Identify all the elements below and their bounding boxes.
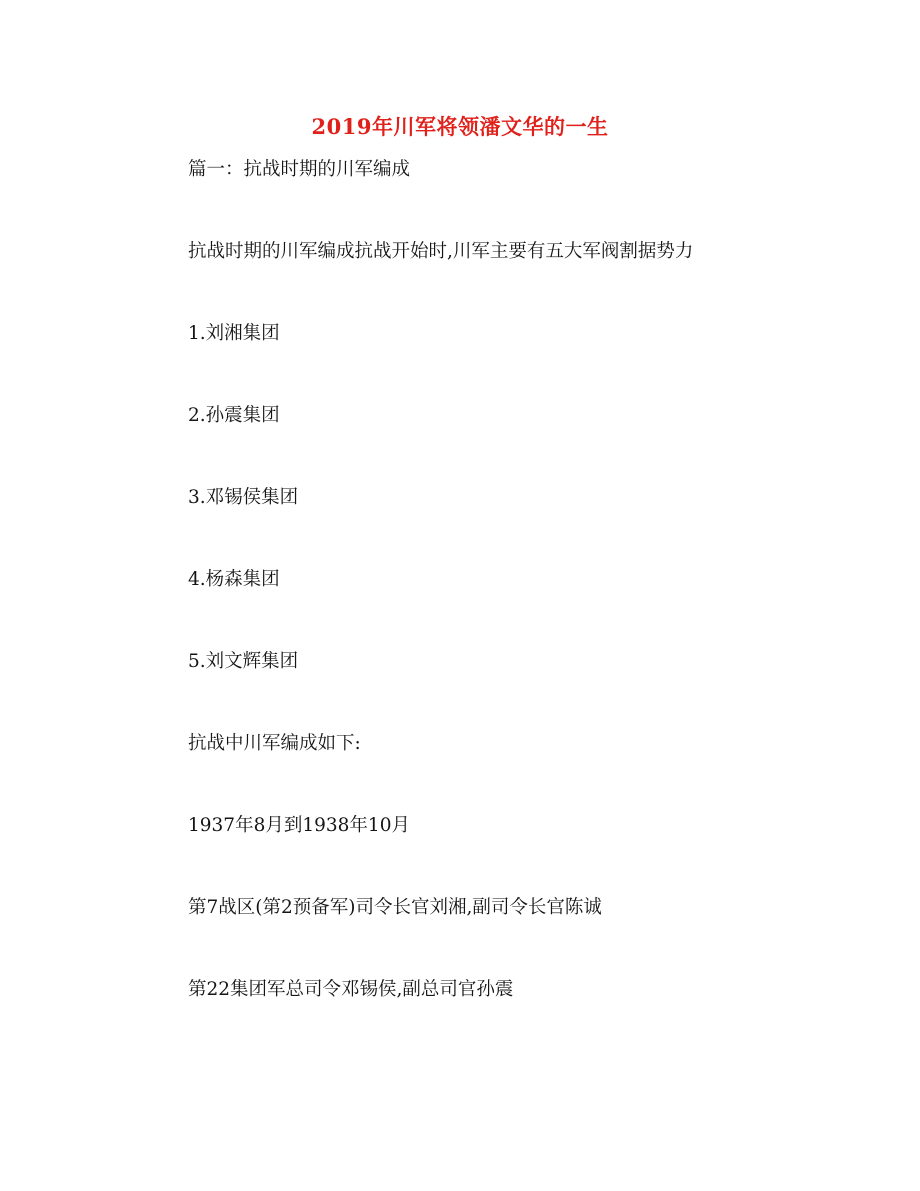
- paragraph-war-zone: 第7战区(第2预备军)司令长官刘湘,副司令长官陈诚: [188, 897, 602, 918]
- list-item-1: 1.刘湘集团: [188, 323, 280, 344]
- section-heading: 篇一：抗战时期的川军编成: [188, 159, 411, 180]
- paragraph-group-army: 第22集团军总司令邓锡侯,副总司官孙震: [188, 979, 514, 1000]
- list-item-5: 5.刘文辉集团: [188, 651, 299, 672]
- list-item-3: 3.邓锡侯集团: [188, 487, 299, 508]
- list-item-4: 4.杨森集团: [188, 569, 280, 590]
- paragraph-formation: 抗战中川军编成如下:: [188, 733, 361, 754]
- document-title: 2019年川军将领潘文华的一生: [311, 114, 609, 139]
- paragraph-intro: 抗战时期的川军编成抗战开始时,川军主要有五大军阀割据势力: [188, 241, 694, 262]
- paragraph-date-range: 1937年8月到1938年10月: [188, 815, 410, 836]
- list-item-2: 2.孙震集团: [188, 405, 280, 426]
